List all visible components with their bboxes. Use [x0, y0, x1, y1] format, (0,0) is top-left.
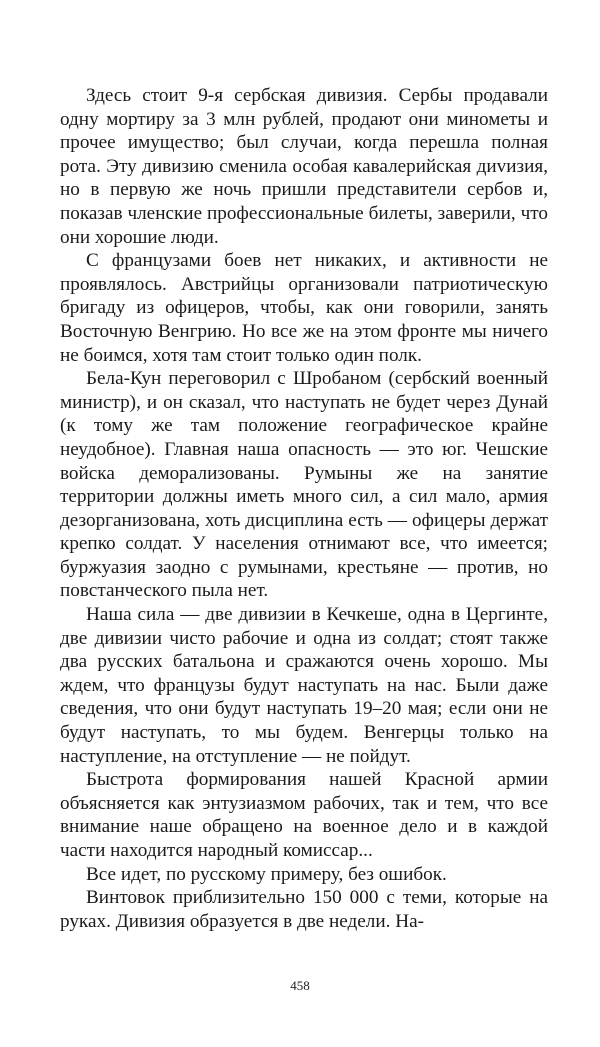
- paragraph: Винтовок приблизительно 150 000 с теми, которые на руках. Дивизия образуется в две недели. На-: [60, 887, 548, 932]
- paragraph: Бела-Кун переговорил с Шробаном (сербский военный министр), и он сказал, что наступать не будет через Дунай (к тому же там положение географическое крайне неудобное). Главная наша опасность — это юг. Чешские войска деморализованы. Румыны же на занятие территории должны иметь много сил, а сил мало, армия дезорганизована, хоть дисциплина есть — офицеры держат крепко солдат. У населения отнимают все, что имеется; буржуазия заодно с румынами, крестьяне — против, но повстанческого пыла нет.: [60, 368, 548, 602]
- paragraph: С французами боев нет никаких, и активности не проявлялось. Австрийцы организовали патриотическую бригаду из офицеров, чтобы, как они говорили, занять Восточную Венгрию. Но все же на этом фронте мы ничего не боимся, хотя там стоит только один полк.: [60, 250, 548, 366]
- paragraph: Здесь стоит 9-я сербская дивизия. Сербы продавали одну мортиру за 3 млн рублей, продают они минометы и прочее имущество; был случаи, когда перешла полная рота. Эту дивизию сменила особая кавалерийская диvизия, но в первую же ночь пришли представители сербов и, показав членские профессиональные билеты, заверили, что они хорошие люди.: [60, 85, 548, 248]
- page-body-text: [60, 84, 548, 933]
- paragraph: Все идет, по русскому примеру, без ошибок.: [86, 863, 447, 885]
- paragraph: Наша сила — две дивизии в Кечкеше, одна в Цергинте, две дивизии чисто рабочие и одна из солдат; стоят также два русских батальона и сражаются очень хорошо. Мы ждем, что французы будут наступать на нас. Были даже сведения, что они будут наступать 19–20 мая; если они не будут наступать, то мы будем. Венгерцы только на наступление, на отступление — не пойдут.: [60, 604, 548, 767]
- paragraph: Быстрота формирования нашей Красной армии объясняется как энтузиазмом рабочих, так и тем, что все внимание наше обращено на военное дело и в каждой части находится народный комиссар...: [60, 769, 548, 861]
- page-number: 458: [290, 978, 310, 993]
